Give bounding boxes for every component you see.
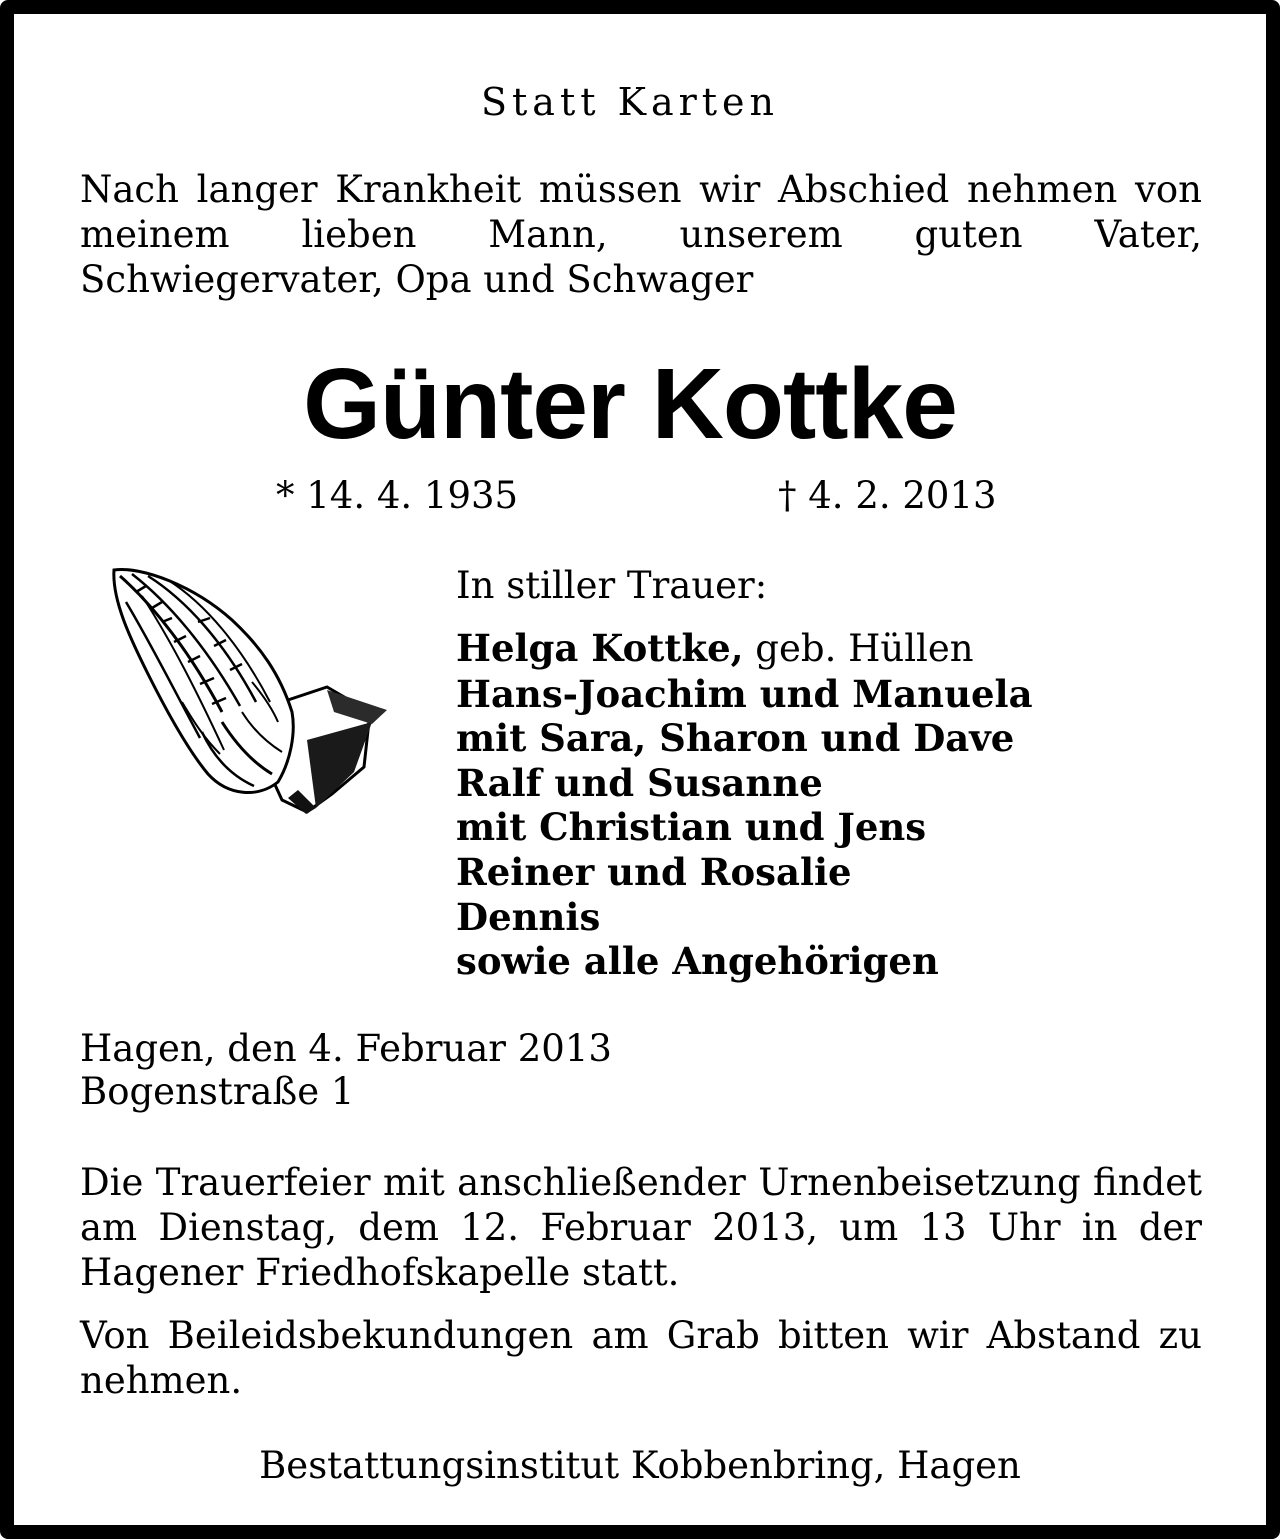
notice-header: Statt Karten: [480, 80, 780, 124]
mourner-line: mit Sara, Sharon und Dave: [456, 716, 1015, 761]
praying-hands-icon: [102, 562, 392, 822]
death-date: † 4. 2. 2013: [778, 474, 997, 517]
mourner-name: Helga Kottke,: [456, 626, 744, 670]
intro-text: Nach langer Krankheit müssen wir Abschied nehmen von meinem lieben Mann, unserem guten Vater, Schwiegervater, Opa und Schwager: [80, 168, 1202, 301]
funeral-info: Die Trauerfeier mit anschließender Urnenbeisetzung findet am Dienstag, dem 12. Februar 2013, um 13 Uhr in der Hagener Friedhofskapelle statt.: [80, 1161, 1202, 1294]
mourner-line: [456, 626, 1033, 672]
mourner-line: sowie alle Angehörigen: [456, 939, 939, 984]
address: Bogenstraße 1: [80, 1070, 355, 1113]
undertaker: Bestattungsinstitut Kobbenbring, Hagen: [259, 1444, 1021, 1487]
mourner-line: Hans-Joachim und Manuela: [456, 671, 1033, 716]
mourner-line: Reiner und Rosalie: [456, 849, 852, 894]
mourners-list: [456, 626, 1033, 984]
place-date: Hagen, den 4. Februar 2013: [80, 1027, 612, 1070]
deceased-name: Günter Kottke: [303, 348, 957, 460]
birth-date: * 14. 4. 1935: [276, 474, 519, 517]
place-and-address: [80, 1027, 612, 1113]
mourning-label: In stiller Trauer:: [456, 564, 768, 607]
mourner-line: Ralf und Susanne: [456, 760, 823, 805]
condolence-request: Von Beileidsbekundungen am Grab bitten wir Abstand zu nehmen.: [80, 1314, 1202, 1402]
mourner-line: Dennis: [456, 894, 601, 939]
mourner-maiden-name: geb. Hüllen: [743, 627, 974, 670]
mourner-line: mit Christian und Jens: [456, 805, 927, 850]
